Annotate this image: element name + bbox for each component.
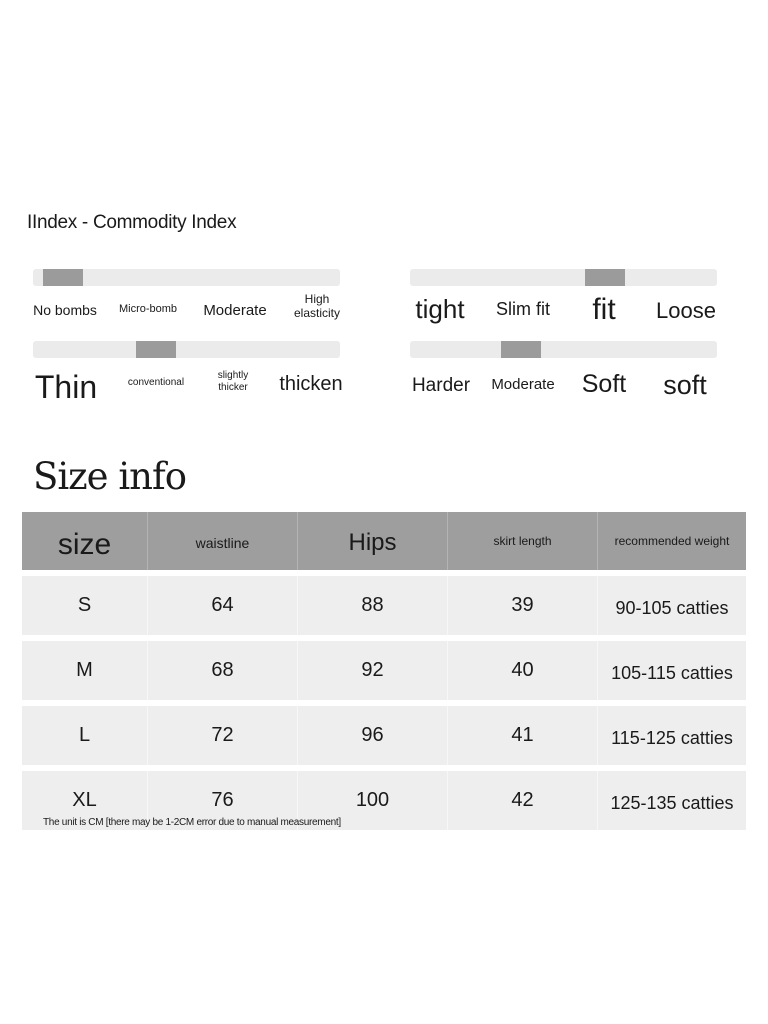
elasticity-index [33,269,340,333]
elasticity-track [33,269,340,286]
thickness-label-thicken: thicken [279,373,343,395]
size-table-header [22,512,746,570]
cell-waistline: 76 [147,771,297,830]
table-row [22,641,746,700]
softness-label-soft: Soft [581,370,627,398]
fit-label-loose: Loose [656,298,716,323]
cell-skirt-length: 39 [447,576,597,635]
fit-marker [585,269,625,286]
thickness-track [33,341,340,358]
softness-label-soft-2: soft [663,370,707,400]
cell-skirt-length: 42 [447,771,597,830]
fit-label-fit: fit [592,293,616,326]
size-table [22,506,746,836]
cell-size: XL [22,771,147,830]
table-row [22,706,746,765]
cell-skirt-length: 40 [447,641,597,700]
cell-recommended-weight: 90-105 catties [597,576,746,635]
elasticity-label-no-bombs: No bombs [33,302,97,318]
cell-size: S [22,576,147,635]
fit-index [410,269,717,333]
cell-recommended-weight: 115-125 catties [597,706,746,765]
cell-size: M [22,641,147,700]
header-hips: Hips [297,512,447,570]
softness-track [410,341,717,358]
header-size: size [22,512,147,570]
cell-hips: 88 [297,576,447,635]
softness-marker [501,341,541,358]
thickness-label-conventional: conventional [127,377,185,388]
index-title: IIndex - Commodity Index [27,212,237,233]
cell-waistline: 68 [147,641,297,700]
cell-waistline: 72 [147,706,297,765]
cell-recommended-weight: 125-135 catties [597,771,746,830]
fit-label-tight: tight [415,294,465,324]
size-info-title: Size info [33,455,186,498]
table-row [22,576,746,635]
cell-recommended-weight: 105-115 catties [597,641,746,700]
softness-index [410,341,717,405]
cell-waistline: 64 [147,576,297,635]
cell-skirt-length: 41 [447,706,597,765]
elasticity-marker [43,269,83,286]
thickness-marker [136,341,176,358]
softness-label-harder: Harder [411,375,471,396]
softness-label-moderate: Moderate [491,376,555,393]
elasticity-label-micro-bomb: Micro-bomb [118,303,178,315]
measurement-footnote: The unit is CM [there may be 1-2CM error due to manual measurement] [43,817,341,828]
fit-label-slim-fit: Slim fit [496,299,550,319]
header-skirt-length: skirt length [447,512,597,570]
fit-track [410,269,717,286]
thickness-label-slightly-thicker: slightly thicker [217,370,249,393]
thickness-label-thin: Thin [34,369,98,405]
cell-hips: 96 [297,706,447,765]
cell-size: L [22,706,147,765]
header-waistline: waistline [147,512,297,570]
thickness-index [33,341,343,405]
cell-hips: 92 [297,641,447,700]
elasticity-label-moderate: Moderate [203,302,267,319]
elasticity-label-high: High elasticity [293,292,340,320]
header-recommended-weight: recommended weight [597,512,746,570]
cell-hips: 100 [297,771,447,830]
